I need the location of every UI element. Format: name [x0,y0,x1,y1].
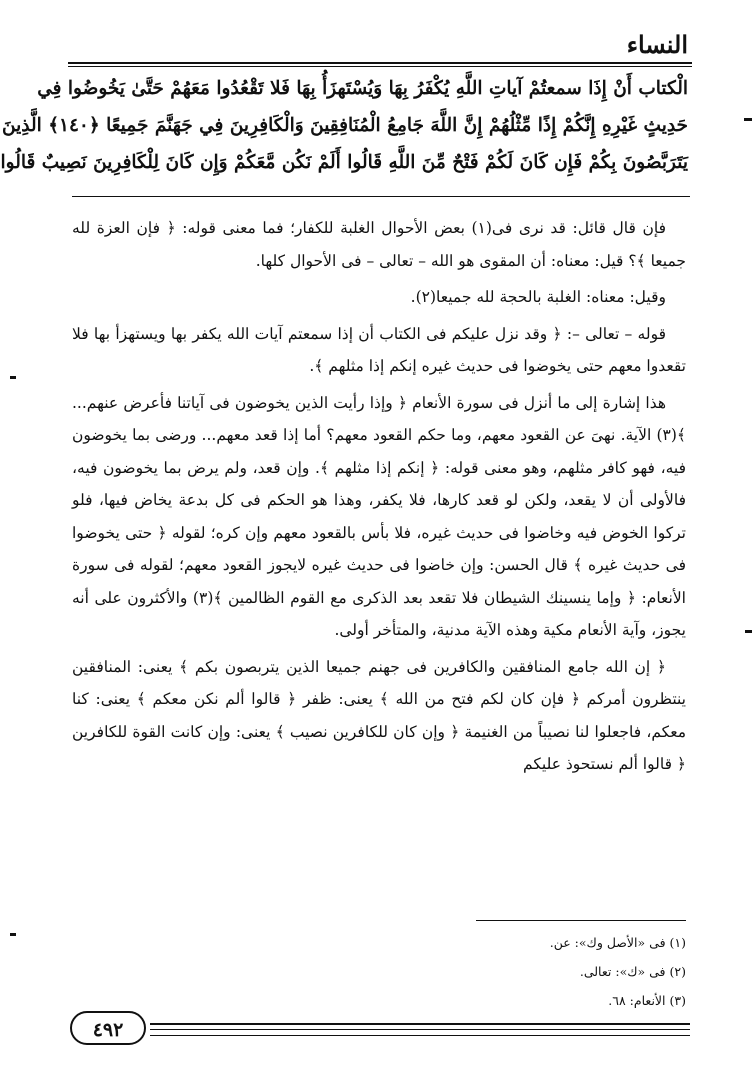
verse-separator-rule [72,196,690,197]
header-rule-thin [68,66,692,67]
commentary-paragraph: ﴿ إن الله جامع المنافقين والكافرين فى جهنم جميعا الذين يتربصون بكم ﴾ يعنى: المنافقين ينتظرون أمركم ﴿ فإن كان لكم فتح من الله ﴾ يعنى: ظفر ﴿ قالوا ألم نكن معكم ﴾ يعنى: كنا معكم، فاجعلوا لنا نصيباً من الغنيمة ﴿ وإن كان للكافرين نصيب ﴾ يعنى: وإن كانت القوة للكافرين ﴿ قالوا ألم نستحوذ عليكم [72,657,686,773]
verse-line: يَتَرَبَّصُونَ بِكُمْ فَإِن كَانَ لَكُمْ فَتْحٌ مِّنَ اللَّهِ قَالُوا أَلَمْ نَكُن مَّعَكُمْ وَإِن كَانَ لِلْكَافِرِينَ نَصِيبٌ قَالُوا [0,152,688,173]
commentary-paragraph: وقيل: معناه: الغلبة بالحجة لله جميعا(٢). [410,288,666,306]
footnote: (١) فى «الأصل وك»: عن. [549,935,686,950]
commentary-paragraph: فإن قال قائل: قد نرى فى(١) بعض الأحوال الغلبة للكفار؛ فما معنى قوله: ﴿ فإن العزة لله جميعا ﴾؟ قيل: معناه: أن المقوى هو الله – تعالى – فى الأحوال كلها. [72,219,686,270]
verse-line: حَدِيثٍ غَيْرِهِ إِنَّكُمْ إِذًا مِّثْلُهُمْ إِنَّ اللَّهَ جَامِعُ الْمُنَافِقِينَ وَالْكَافِرِينَ فِي جَهَنَّمَ جَمِيعًا ﴿١٤٠﴾ الَّذِينَ [2,115,688,136]
commentary-text [72,212,686,785]
scan-edge-mark [10,933,16,936]
quran-verse-block [0,70,688,181]
surah-title: النساء [626,30,688,59]
verse-line: الْكتاب أَنْ إِذَا سمعتُمْ آياتِ اللَّهِ يُكْفَرُ بِهَا وَيُسْتَهزَأُ بِهَا فَلا تَقْعُدُوا مَعَهُمْ حَتَّىٰ يَخُوضُوا فِي [37,78,688,99]
header-rule [68,62,692,64]
scan-edge-mark [745,630,752,633]
commentary-paragraph: قوله – تعالى –: ﴿ وقد نزل عليكم فى الكتاب أن إذا سمعتم آيات الله يكفر بها ويستهزأ بها فلا تقعدوا معهم حتى يخوضوا فى حديث غيره إنكم إذا مثلهم ﴾. [72,324,686,375]
commentary-paragraph: هذا إشارة إلى ما أنزل فى سورة الأنعام ﴿ وإذا رأيت الذين يخوضون فى آياتنا فأعرض عنهم... ﴾(٣) الآية. نهىَ عن القعود معهم، وما حكم القعود معهم؟ أما إذا قعد معهم... ورضى بما يخوضون فيه، فهو كافر مثلهم، وهو معنى قوله: ﴿ إنكم إذا مثلهم ﴾. وإن قعد، ولم يرض بما يخوضون فيه، فالأولى أن لا يقعد، ولكن لو قعد كارها، فلا يكفر، وهذا هو الحكم فى كل بدعة يخاض فيها، فلو تركوا الخوض فيه وخاضوا فى حديث غيره، فلا بأس بالقعود معهم وإن كره؛ لقوله ﴿ حتى يخوضوا فى حديث غيره ﴾ قال الحسن: وإن خاضوا فى حديث غيره لايجوز القعود معهم؛ لقوله فى سورة الأنعام: ﴿ وإما ينسينك الشيطان فلا تقعد بعد الذكرى مع القوم الظالمين ﴾(٣) والأكثرون على أنه يجوز، وآية الأنعام مكية وهذه الآية مدنية، والمتأخر أولى. [72,393,686,639]
footnote: (٣) الأنعام: ٦٨. [608,993,686,1008]
footnote-separator [476,920,686,921]
footer-rule [150,1035,690,1036]
page-number: ٤٩٢ [70,1011,146,1045]
footer-rule [150,1023,690,1025]
footnote: (٢) فى «ك»: تعالى. [579,964,686,979]
footnotes [72,928,686,1015]
scan-edge-mark [744,118,752,121]
footer-rule [150,1029,690,1030]
scan-edge-mark [10,376,16,379]
